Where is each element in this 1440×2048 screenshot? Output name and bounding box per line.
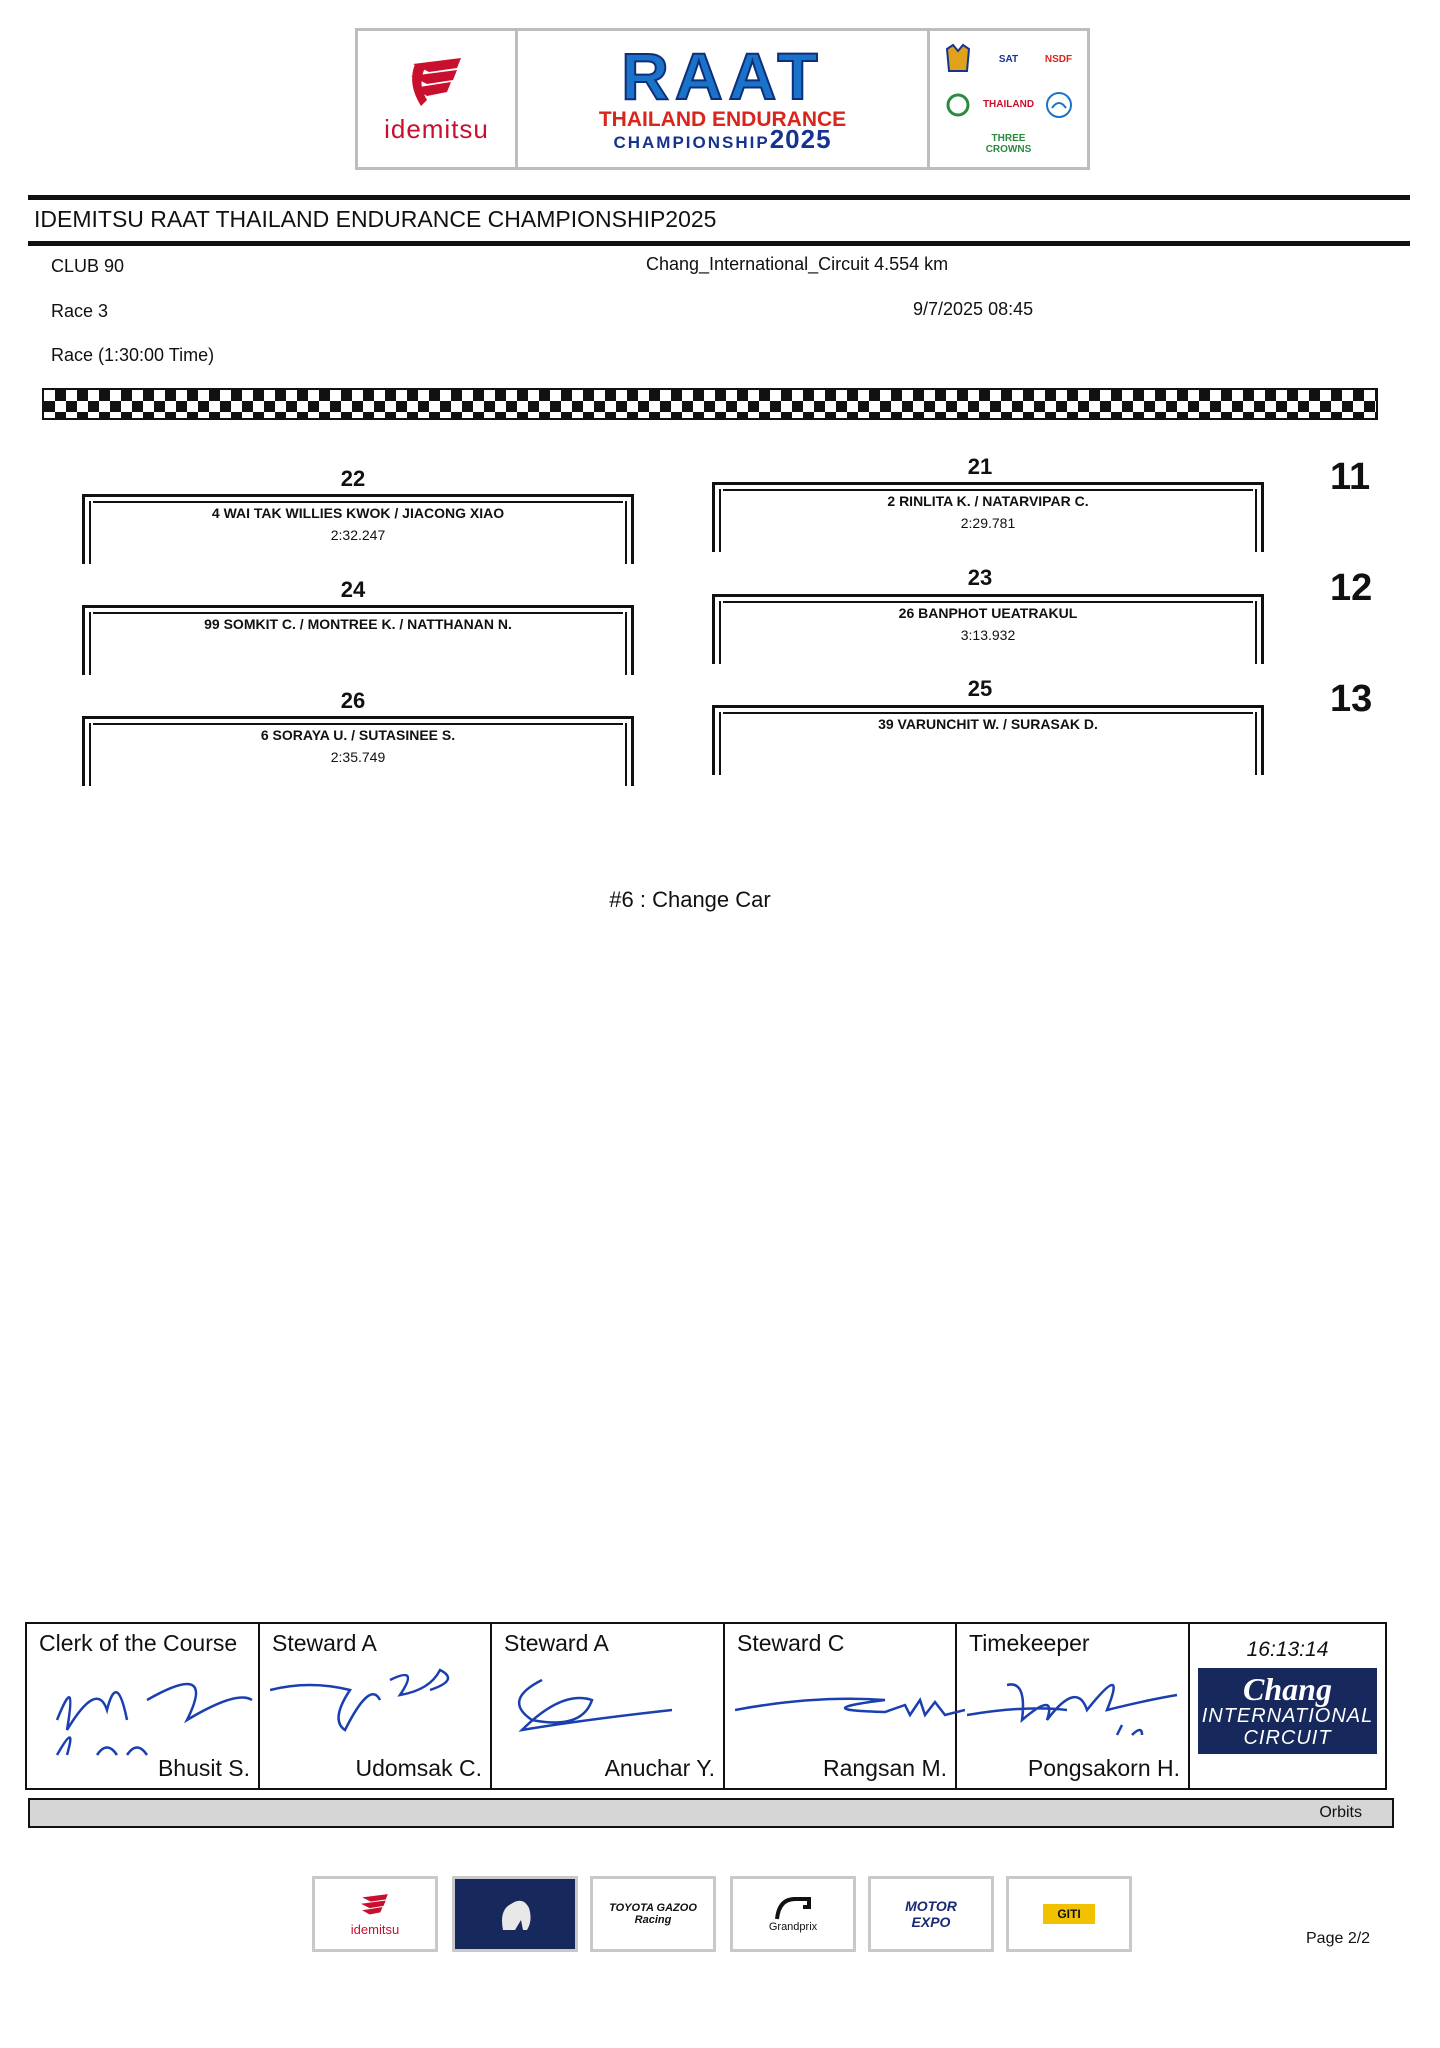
- chang-logo-line2: INTERNATIONAL: [1201, 1705, 1374, 1727]
- race-datetime: 9/7/2025 08:45: [913, 299, 1034, 319]
- timing-software-bar: [28, 1798, 1394, 1828]
- three-crowns-badge: THREE CROWNS: [985, 133, 1032, 156]
- checkered-flag-banner: [42, 388, 1378, 420]
- sponsor-giti: GITI: [1006, 1876, 1132, 1952]
- driver-names: 26 BANPHOT UEATRAKUL: [898, 605, 1078, 621]
- title-rule-top: [28, 195, 1410, 200]
- qualifying-time: 2:35.749: [330, 749, 386, 765]
- driver-names: 4 WAI TAK WILLIES KWOK / JIACONG XIAO: [211, 505, 505, 521]
- idemitsu-mark-icon: [407, 54, 467, 110]
- sport-authority-icon: [1044, 90, 1074, 120]
- sponsor-toyota-gazoo: TOYOTA GAZOO Racing: [590, 1876, 716, 1952]
- circuit-label: Chang_International_Circuit 4.554 km: [646, 254, 949, 274]
- qualifying-time: 2:32.247: [330, 527, 386, 543]
- emblem-icon: [945, 90, 971, 120]
- chang-logo-line3: CIRCUIT: [1243, 1727, 1332, 1749]
- signatory-name: Pongsakorn H.: [1027, 1755, 1180, 1781]
- chang-circuit-logo: [1198, 1668, 1377, 1754]
- signature-role: Clerk of the Course: [39, 1630, 238, 1656]
- grid-slot: [82, 716, 634, 786]
- driver-names: 39 VARUNCHIT W. / SURASAK D.: [878, 716, 1098, 732]
- signature-table: [25, 1622, 1387, 1790]
- organizer-badges: [930, 31, 1087, 167]
- grid-position: 21: [967, 454, 993, 479]
- sponsor-idemitsu: idemitsu: [312, 1876, 438, 1952]
- class-label: CLUB 90: [51, 256, 125, 276]
- handwritten-signature-icon: [502, 1660, 722, 1760]
- timing-software-label: Orbits: [1319, 1804, 1362, 1821]
- qualifying-time: 2:29.781: [960, 515, 1016, 531]
- driver-names: 99 SOMKIT C. / MONTREE K. / NATTHANAN N.: [204, 616, 512, 632]
- circuit-logo-cell: [1190, 1624, 1385, 1788]
- session-label: Race (1:30:00 Time): [51, 345, 215, 365]
- sponsor-motor-expo: MOTOR EXPO: [868, 1876, 994, 1952]
- signature-cell-steward: [725, 1624, 957, 1788]
- qualifying-time: 3:13.932: [960, 627, 1016, 643]
- signature-role: Steward A: [272, 1630, 377, 1656]
- nsdf-badge: NSDF: [1044, 54, 1073, 66]
- signatory-name: Rangsan M.: [822, 1755, 947, 1781]
- signatory-name: Bhusit S.: [157, 1755, 250, 1781]
- grid-position: 23: [967, 565, 993, 590]
- handwritten-signature-icon: [967, 1660, 1187, 1760]
- driver-names: 6 SORAYA U. / SUTASINEE S.: [260, 727, 456, 743]
- handwritten-signature-icon: [735, 1660, 965, 1760]
- grid-row-number: 11: [1330, 456, 1371, 498]
- signatory-name: Anuchar Y.: [604, 1755, 715, 1781]
- raat-logo: [518, 31, 930, 167]
- handwritten-signature-icon: [270, 1660, 490, 1760]
- signatory-name: Udomsak C.: [355, 1755, 482, 1781]
- thailand-badge: THAILAND: [982, 99, 1035, 111]
- grandprix-mark-icon: [773, 1895, 813, 1921]
- raat-wordmark: RAAT: [621, 39, 824, 113]
- signature-timestamp: 16:13:14: [1246, 1638, 1329, 1661]
- sponsor-chang: [452, 1876, 578, 1952]
- grid-row-number: 12: [1330, 567, 1373, 609]
- idemitsu-mark-icon: [357, 1892, 393, 1922]
- grid-slot: [712, 594, 1264, 664]
- driver-names: 2 RINLITA K. / NATARVIPAR C.: [887, 493, 1089, 509]
- grid-position: 22: [340, 466, 366, 491]
- signature-role: Steward A: [504, 1630, 609, 1656]
- signature-cell-timekeeper: [957, 1624, 1190, 1788]
- signature-cell-clerk: [27, 1624, 260, 1788]
- grid-slot: [712, 482, 1264, 552]
- grid-position: 26: [340, 688, 366, 713]
- signature-cell-steward: [260, 1624, 492, 1788]
- chang-logo-line1: Chang: [1243, 1671, 1332, 1707]
- grid-note: #6 : Change Car: [609, 887, 771, 912]
- idemitsu-wordmark: idemitsu: [384, 113, 489, 144]
- grid-slot: [82, 605, 634, 675]
- idemitsu-logo: [358, 31, 518, 167]
- header-banner: [355, 28, 1090, 170]
- handwritten-signature-icon: [37, 1660, 257, 1760]
- elephant-logo-icon: [493, 1890, 537, 1938]
- signature-cell-steward: [492, 1624, 725, 1788]
- page-number: Page 2/2: [1306, 1930, 1371, 1947]
- grid-row-number: 13: [1330, 678, 1373, 720]
- royal-crest-icon: [943, 43, 973, 77]
- sponsor-grandprix: Grandprix: [730, 1876, 856, 1952]
- raat-line1: THAILAND ENDURANCE: [598, 108, 847, 131]
- grid-slot: [712, 705, 1264, 775]
- raat-line2: CHAMPIONSHIP2025: [613, 124, 832, 154]
- signature-role: Timekeeper: [969, 1630, 1090, 1656]
- grid-position: 25: [967, 676, 993, 701]
- signature-role: Steward C: [737, 1630, 845, 1656]
- race-label: Race 3: [51, 301, 109, 321]
- sat-badge: SAT: [998, 54, 1019, 66]
- grid-position: 24: [340, 577, 366, 602]
- document-title: IDEMITSU RAAT THAILAND ENDURANCE CHAMPIONSHIP2025: [34, 206, 717, 232]
- grid-slot: [82, 494, 634, 564]
- title-rule-bottom: [28, 241, 1410, 246]
